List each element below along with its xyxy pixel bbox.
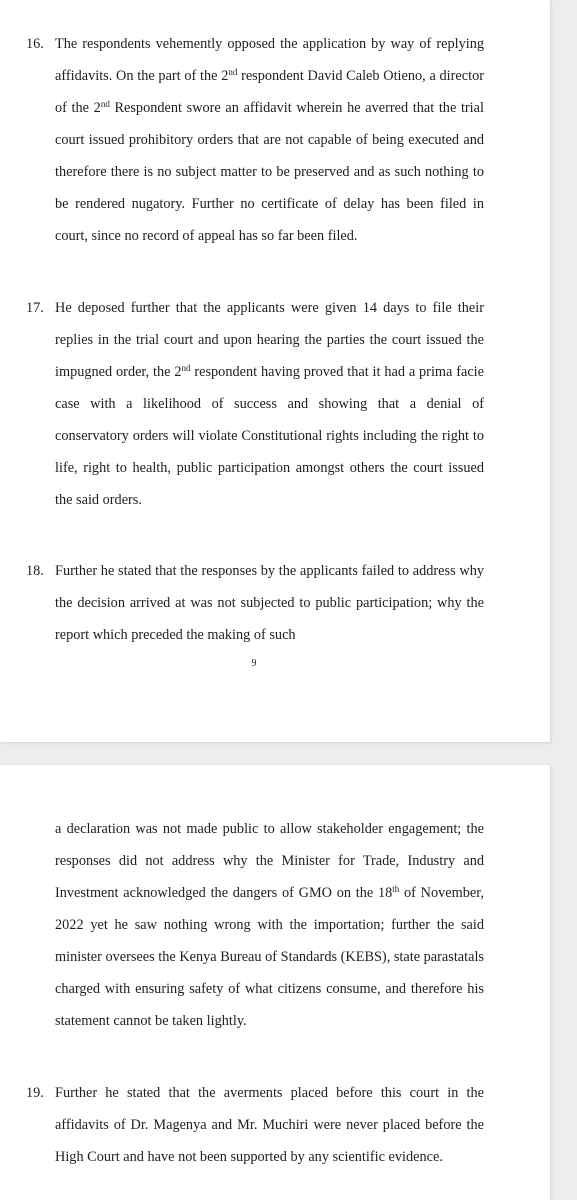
paragraph-number: 18. [26,563,44,579]
text-segment: of November, 2022 yet he saw nothing wrong with the importation; further the said minister oversees the Kenya Bureau of Standards (KEBS), state parastatals charged with ensuring safety of what citizens consume, and therefore his statement cannot be taken lightly. [55,885,484,1029]
text-segment: The respondents vehemently opposed the application by way of replying affidavits. On the part of the 2 [55,36,484,84]
paragraph-number: 16. [26,36,44,52]
paragraph-text [55,292,484,516]
paragraph-text: Further he stated that the responses by the applicants failed to address why the decision arrived at was not subjected to public participation; why the report which preceded the making of such [55,563,484,643]
paragraph-number: 19. [26,1085,44,1101]
paragraph-18-continuation [55,813,484,1037]
text-segment: a declaration was not made public to allow stakeholder engagement; the responses did not address why the Minister for Trade, Industry and Investment acknowledged the dangers of GMO on the 18 [55,821,484,901]
superscript: th [392,884,400,894]
superscript: nd [228,67,238,77]
text-segment: respondent having proved that it had a prima facie case with a likelihood of success and showing that a denial of conservatory orders will violate Constitutional rights including the right to life, right to health, public participation amongst others the court issued the said orders. [55,364,484,508]
document-page-10 [0,765,550,1200]
text-segment: Respondent swore an affidavit wherein he averred that the trial court issued prohibitory orders that are not capable of being executed and therefore there is no subject matter to be preserved and as such nothing to be rendered nugatory. Further no certificate of delay has been filed in court, since no record of appeal has so far been filed. [55,100,484,244]
page-number: 9 [251,658,257,669]
paragraph-17 [26,292,484,516]
paragraph-text: Further he stated that the averments placed before this court in the affidavits of Dr. Magenya and Mr. Muchiri were never placed before the High Court and have not been supported by any scientific evidence. [55,1085,484,1165]
text-segment: respondent David Caleb Otieno, a director of the 2 [55,68,484,116]
paragraph-18 [26,555,484,651]
paragraph-16 [26,28,484,252]
paragraph-text [55,28,484,252]
text-segment: He deposed further that the applicants were given 14 days to file their replies in the trial court and upon hearing the parties the court issued the impugned order, the 2 [55,300,484,380]
superscript: nd [181,363,191,373]
superscript: nd [100,99,110,109]
paragraph-19 [26,1077,484,1173]
paragraph-number: 17. [26,300,44,316]
